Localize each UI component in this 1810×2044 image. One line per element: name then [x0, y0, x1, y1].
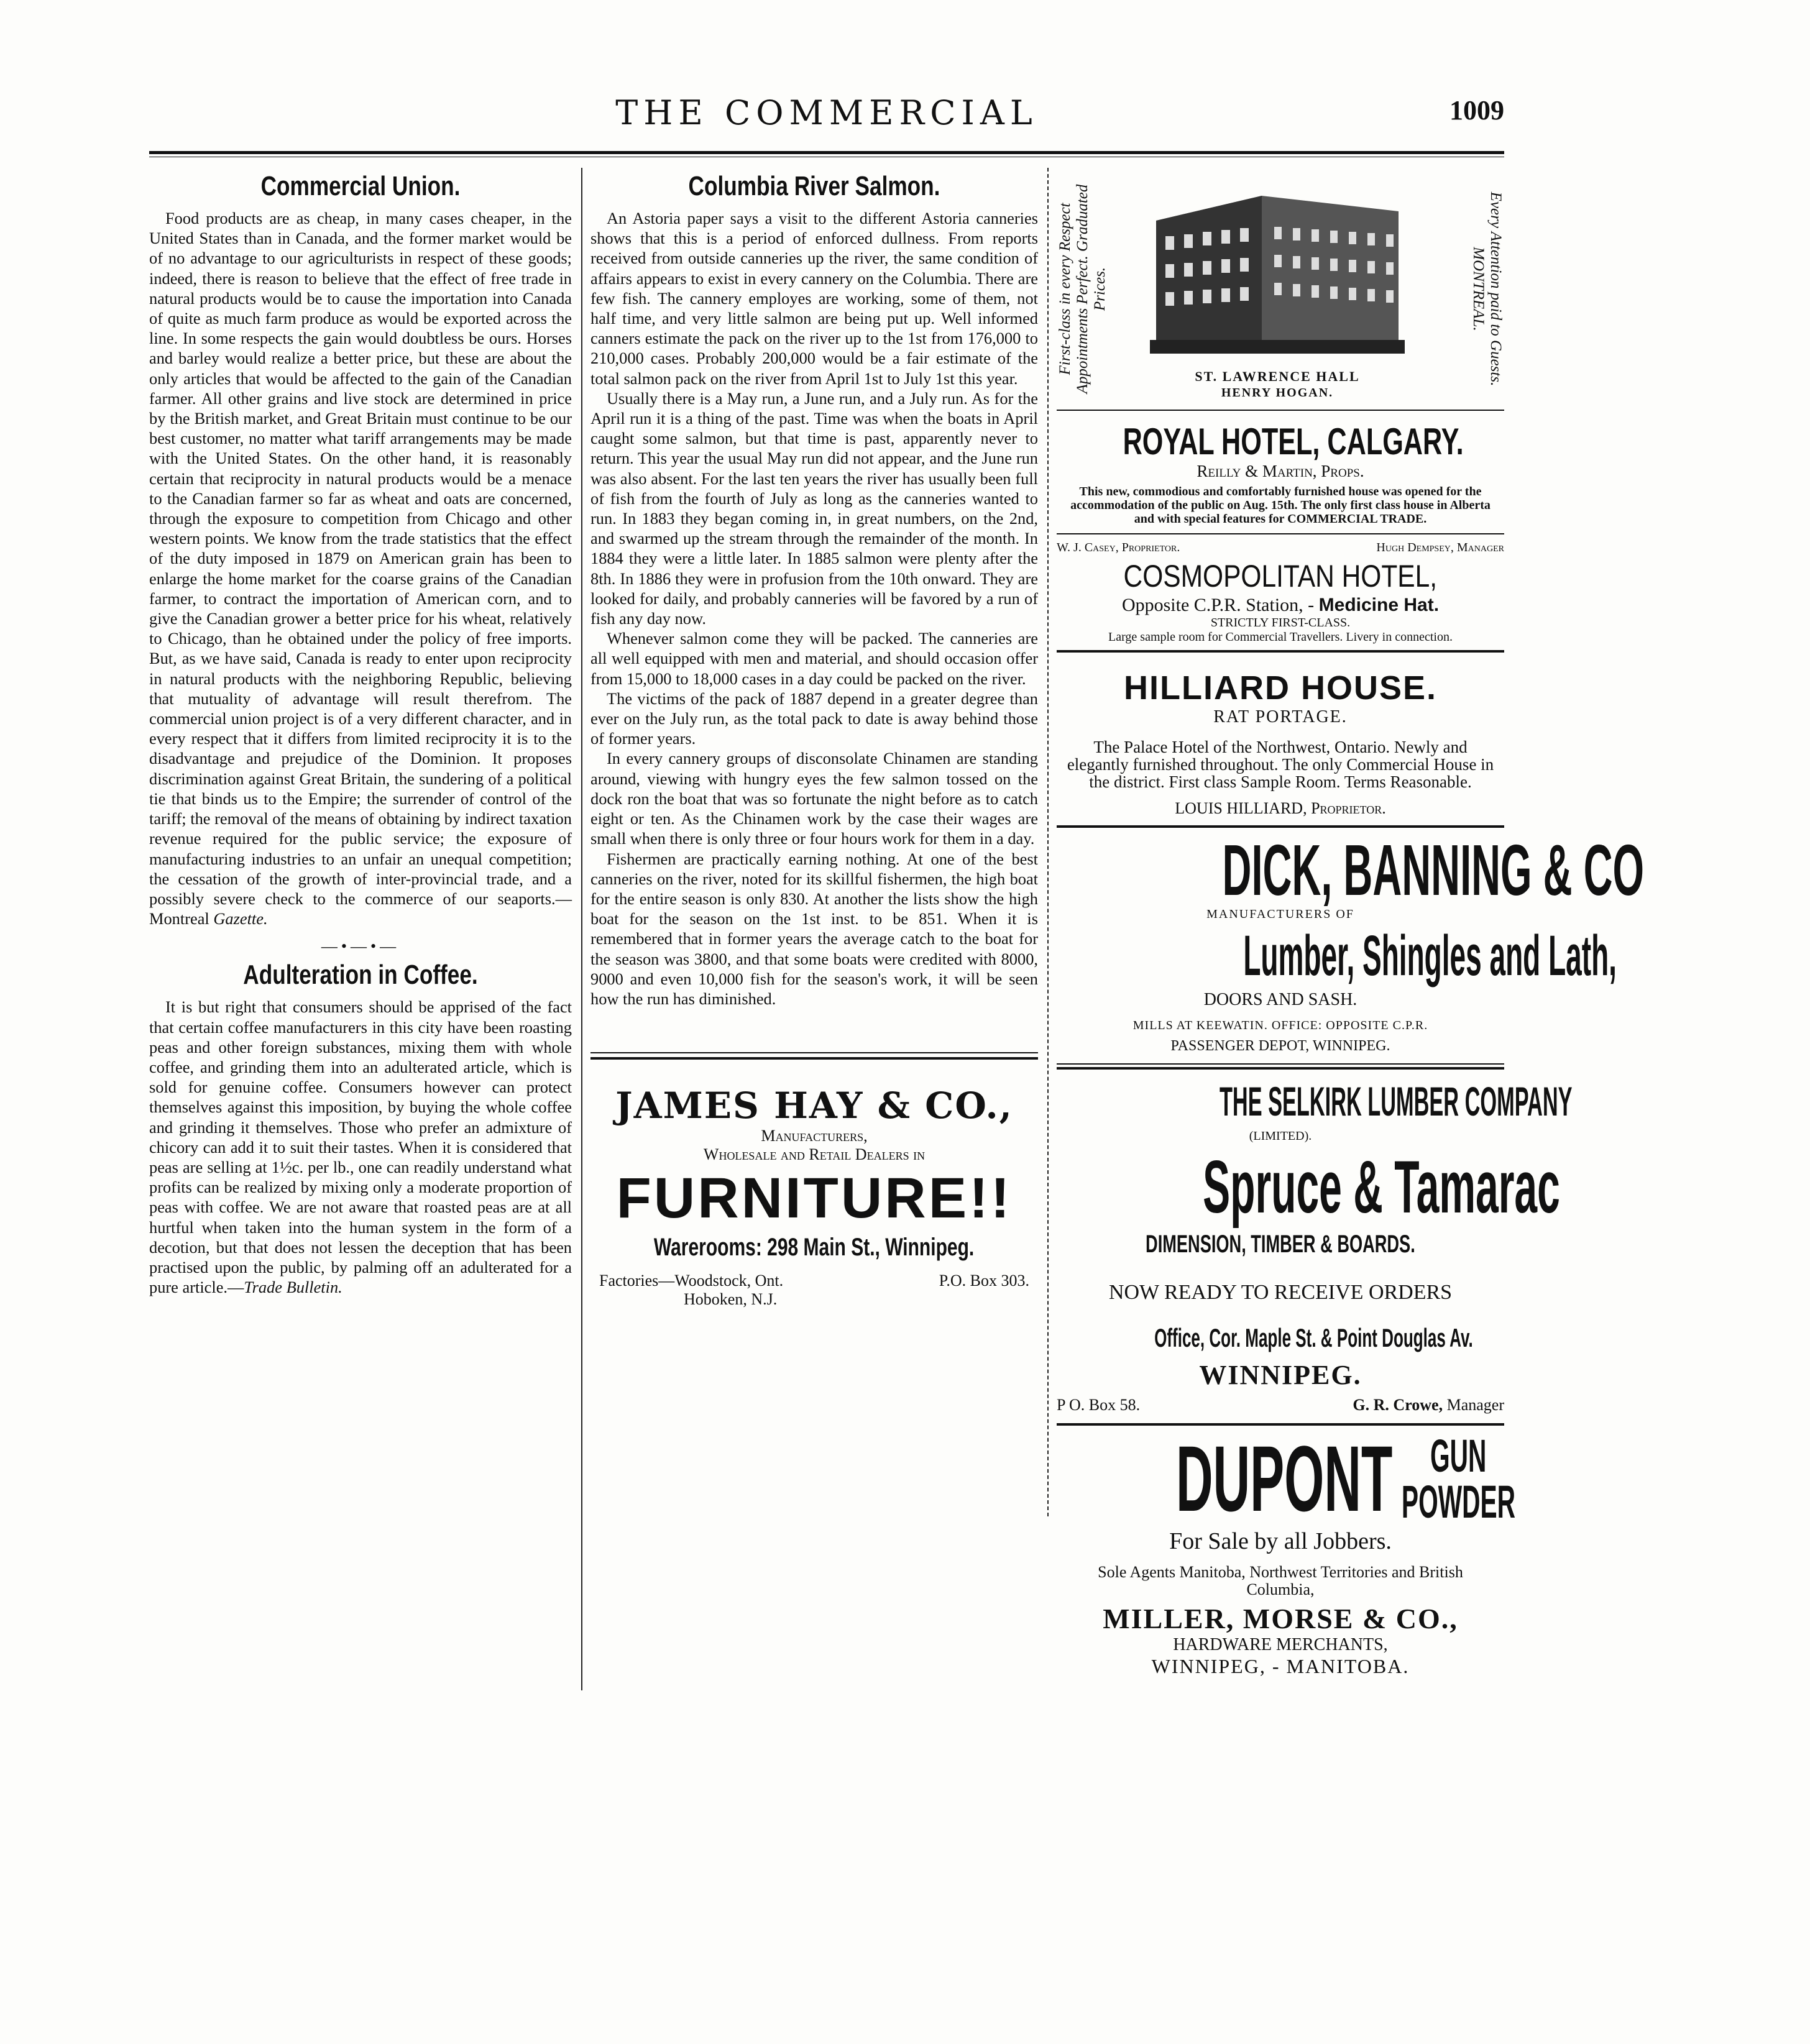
warerooms-text: Warerooms: 298 Main St., Winnipeg. — [654, 1234, 975, 1262]
column-middle — [590, 171, 1038, 1309]
ad-rule — [1057, 650, 1504, 653]
hotel-manager: Hugh Dempsey, Manager — [1376, 541, 1504, 554]
ad-factories-text: Factories—Woodstock, Ont. — [599, 1272, 784, 1290]
column-left — [149, 171, 572, 1297]
ad-royal-hotel — [1057, 422, 1504, 526]
ad-cosmopolitan-hotel — [1057, 541, 1504, 644]
divider-ornament: —•—•— — [321, 937, 400, 956]
column-divider — [581, 168, 582, 1690]
ad-rule — [1057, 410, 1504, 411]
dupont-name — [999, 1426, 1393, 1531]
dupont-trade: HARDWARE MERCHANTS, — [1173, 1635, 1388, 1654]
advertiser-name: JAMES HAY & CO., — [615, 1084, 1013, 1127]
paragraph: Whenever salmon come they will be packed. The canneries are all well equipped with men and material, and should occasion offer from 15,000 to 18,000 cases in a day could be packed on the river. — [590, 629, 1038, 688]
company-doors: DOORS AND SASH. — [1203, 990, 1358, 1009]
page-number: 1009 — [1449, 95, 1504, 126]
company-products-text: Lumber, Shingles and Lath, — [1243, 924, 1617, 988]
ad-dick-banning — [1057, 830, 1645, 1055]
hotel-name-text: COSMOPOLITAN HOTEL, — [1123, 559, 1438, 593]
ad-rule — [590, 1052, 1038, 1053]
hotel-proprietor: W. J. Casey, Proprietor. — [1057, 541, 1180, 554]
ad-rule — [1057, 1063, 1504, 1065]
ad-line: Manufacturers, — [761, 1127, 868, 1145]
dupont-name-text: DUPONT — [1175, 1426, 1393, 1531]
ad-selkirk-lumber — [1057, 1078, 1573, 1414]
dupont-logo-line — [1057, 1426, 1516, 1531]
column-divider — [1047, 168, 1049, 1516]
hall-name: ST. LAWRENCE HALL — [1195, 369, 1360, 384]
ad-rule — [590, 1057, 1038, 1060]
dupont-agents: Sole Agents Manitoba, Northwest Territories and British Columbia, — [1098, 1563, 1463, 1598]
company-ready: NOW READY TO RECEIVE ORDERS — [1108, 1281, 1453, 1304]
company-box: P O. Box 58. — [1057, 1396, 1141, 1414]
hotel-text: Large sample room for Commercial Travellers. Livery in connection. — [1108, 630, 1453, 644]
article-body — [149, 208, 572, 928]
dupont-gun — [1407, 1430, 1509, 1482]
headline: Commercial Union. — [260, 171, 461, 201]
ad-address — [590, 1232, 1038, 1262]
paragraph: The victims of the pack of 1887 depend in a greater degree than ever on the July run, as the total pack to date is away behind those of former years. — [590, 689, 1038, 748]
paragraph: Fishermen are practically earning nothing. At one of the best canneries on the river, noted for its skillful fishermen, the high boat for the entire season is only 830. At another the lists show the high boat for the season on the 1st inst. to be 851. When it is remembered that in former years the average catch to the boat for the season was 3800, and that some boats were credited with 8000, 9000 and even 10,000 fish for the season's work, it will be seen how the run has diminished. — [590, 849, 1038, 1008]
company-depot: PASSENGER DEPOT, WINNIPEG. — [1170, 1038, 1390, 1054]
masthead — [149, 93, 1504, 137]
ad-side-text — [1430, 171, 1504, 407]
hotel-name — [1057, 557, 1504, 595]
dupont-powder-text: POWDER — [1402, 1476, 1516, 1528]
company-name — [1057, 1078, 1573, 1124]
article-body — [149, 997, 572, 1297]
company-name-text: THE SELKIRK LUMBER COMPANY — [1219, 1078, 1573, 1124]
company-name-text: DICK, BANNING & CO — [1222, 830, 1645, 910]
company-mills: MILLS AT KEEWATIN. OFFICE: OPPOSITE C.P.R. — [1132, 1019, 1428, 1032]
hotel-staff — [1057, 541, 1504, 555]
company-city: WINNIPEG. — [1199, 1360, 1362, 1390]
ad-dupont-powder — [1057, 1426, 1516, 1678]
hotel-proprietor: LOUIS HILLIARD, Proprietor. — [1175, 799, 1386, 817]
company-woods — [1057, 1143, 1560, 1231]
hall-owner: HENRY HOGAN. — [1221, 386, 1334, 400]
company-products — [1057, 922, 1617, 990]
hotel-text: The Palace Hotel of the Northwest, Ontario. Newly and elegantly furnished throughout. The only Commercial House in the district. First class Sample Room. Terms Reasonable. — [1067, 738, 1494, 791]
company-woods-text: Spruce & Tamarac — [1203, 1145, 1560, 1229]
company-contact — [1057, 1396, 1504, 1414]
ad-james-hay — [590, 1084, 1038, 1309]
hotel-town: RAT PORTAGE. — [1213, 707, 1348, 726]
article-salmon — [590, 171, 1038, 1009]
manager-title: Manager — [1446, 1396, 1504, 1414]
ad-rule — [1057, 825, 1504, 828]
hotel-name — [1057, 422, 1504, 462]
dupont-gun-text: GUN — [1430, 1430, 1487, 1482]
hotel-name-text: ROYAL HOTEL, CALGARY. — [1123, 421, 1464, 462]
hotel-class: STRICTLY FIRST-CLASS. — [1210, 616, 1351, 630]
company-kinds — [1057, 1231, 1504, 1258]
dupont-dealer: MILLER, MORSE & CO., — [1103, 1603, 1458, 1634]
ad-rule — [1057, 1067, 1504, 1070]
company-kinds-text: DIMENSION, TIMBER & BOARDS. — [1146, 1231, 1415, 1258]
ad-st-lawrence-hall — [1057, 171, 1504, 407]
hotel-name: HILLIARD HOUSE. — [1123, 669, 1437, 707]
side-text-left: First-class in every Respect Appointments Perfect. Graduated Prices. — [1057, 184, 1108, 394]
dupont-sale: For Sale by all Jobbers. — [1169, 1528, 1392, 1554]
dupont-city: WINNIPEG, - MANITOBA. — [1151, 1655, 1410, 1677]
hotel-town: Medicine Hat. — [1318, 595, 1440, 615]
ad-rule — [1057, 533, 1504, 534]
paragraph: In every cannery groups of disconsolate Chinamen are standing around, viewing with hungry eyes the few salmon tossed on the dock ron the boat that was so fortunate the night before as to catch eight or ten. As the Chinamen work by the case their wages are small when there is only three or four hours work for them in a day. — [590, 749, 1038, 848]
ad-side-text — [1057, 171, 1131, 407]
masthead-rule — [149, 151, 1504, 154]
article-source: Gazette. — [213, 909, 268, 928]
ad-box: P.O. Box 303. — [939, 1272, 1029, 1290]
article-text: Food products are as cheap, in many cases cheaper, in the United States than in Canada, and the former market would be of no advantage to our agriculturists in respect of these goods; indeed, there is reason to believe that the effect of free trade in natural products would be to cause the importation into Canada of quite as much farm produce as would be exported across the line. In some respects the gain would doubtless be ours. Horses and barley would realize a better price, but these are about the only articles that would be affected to the gain of the Canadian farmer. All other grains and live stock are determined in price by the British market, and Great Britain must continue to be our best customer, no matter what tariff arrangements may be made with the United States. On the other hand, it is reasonably certain that reciprocity in natural products would be a menace to the Canadian farmer so far as wheat and oats are concerned, through the exposure to competition from Chicago and other western points. We know from the trade statistics that the effect of the duty imposed in 1879 on American grain has been to enlarge the home market for the coarse grains of the Canadian farmer, to contract the importation of American corn, and to give the Canadian grower a better price for his wheat, relatively to Chicago, than he obtained under the policy of free imports. But, as we have said, Canada is ready to enter upon reciprocity in natural products with the neighboring Republic, believing that mutuality of advantage will result therefrom. The commercial union project is of a very different character, and in every respect that it differs from limited reciprocity it is to the disadvantage and prejudice of the Dominion. It proposes discrimination against Great Britain, the sundering of a political tie that binds us to the Empire; the surrender of control of the tariff; the removal of the means of obtaining by indirect taxation revenue required for the public service; the exposure of manufacturing industries to an unfair an unequal competition; the cessation of the growth of inter-provincial trade, and a possibly severe check to the commerce of our seaports.—Montreal — [149, 209, 572, 928]
headline: Adulteration in Coffee. — [243, 960, 478, 991]
company-name — [1057, 830, 1645, 910]
column-right — [1057, 171, 1645, 1678]
hotel-text: This new, commodious and comfortably furnished house was opened for the accommodation of the public on Aug. 15th. The only first class house in Alberta and with special features for COMMERCIAL TRADE. — [1070, 485, 1491, 526]
ad-rule — [1057, 1423, 1504, 1426]
company-office — [1057, 1323, 1504, 1353]
article-text: It is but right that consumers should be apprised of the fact that certain coffee manufacturers in this city have been roasting peas and other foreign substances, mixing them with whole coffee, and grinding them into an adulterated article, which is sold for genuine coffee. Consumers however can protect themselves against this imposition, by buying the whole coffee and grinding it themselves. Those who prefer an admixture of chicory can add it to suit their tastes. When it is considered that peas are selling at 1½c. per lb., one can readily understand what profits can be realized by mixing only a moderate proportion of peas with coffee. We are not aware that roasted peas are at all hurtful when taken into the human system in the form of a decotion, but that does not lessen the deception that has been practised upon the public, by palming off an adulterated for a pure article.— — [149, 997, 572, 1297]
company-sub: MANUFACTURERS OF — [1206, 907, 1354, 921]
ad-factories — [590, 1272, 1038, 1290]
hotel-engraving — [1150, 177, 1405, 364]
headline: Columbia River Salmon. — [688, 171, 940, 201]
company-office-text: Office, Cor. Maple St. & Point Douglas Av. — [1154, 1323, 1473, 1352]
paragraph: Usually there is a May run, a June run, and a July run. As for the April run it is a thing of the past. Time was when the boats in April caught some salmon, but that time is past, apparently never to return. This year the usual May run did not appear, and the June run was also absent. For the last ten years the river has usually been full of fish from the fourth of July as long as the canneries wanted to run. In 1883 they began coming in, in great numbers, on the 2nd, and swarmed up the stream through the remainder of the month. In 1884 they were a little later. In 1885 salmon were plenty after the 8th. In 1886 they were in profusion from the 10th onward. They are looked for daily, and probably canneries will be favored by a run of fish any day now. — [590, 388, 1038, 628]
ad-line: Wholesale and Retail Dealers in — [703, 1145, 926, 1164]
manager-name: G. R. Crowe, — [1353, 1396, 1443, 1414]
ad-hilliard-house — [1057, 669, 1504, 818]
hotel-props: Reilly & Martin, Props. — [1197, 462, 1364, 480]
article-commercial-union — [149, 171, 572, 928]
company-limited: (LIMITED). — [1249, 1129, 1312, 1143]
ad-product: FURNITURE!! — [616, 1166, 1013, 1231]
article-source: Trade Bulletin. — [244, 1278, 342, 1297]
ad-hoboken: Hoboken, N.J. — [684, 1290, 778, 1309]
side-text-right: Every Attention paid to Guests. MONTREAL. — [1470, 191, 1504, 387]
company-manager — [1353, 1396, 1504, 1414]
paper-title: THE COMMERCIAL — [615, 93, 1038, 132]
hotel-opposite: Opposite C.P.R. Station, - — [1121, 595, 1315, 615]
article-adulteration — [149, 960, 572, 1297]
paragraph: An Astoria paper says a visit to the different Astoria canneries shows that this is a period of enforced dullness. From reports received from outside canneries up the river, the same condition of affairs appears to exist in every cannery on the Columbia. There are few fish. The cannery employes are working, some of them, not half time, and very little salmon are being put up. Well informed canners estimate the pack on the river up to the 1st from 176,000 to 210,000 cases. Probably 200,000 would be a fair estimate of the total salmon pack on the river from April 1st to July 1st this year. — [590, 209, 1038, 388]
hotel-location — [1057, 595, 1504, 616]
